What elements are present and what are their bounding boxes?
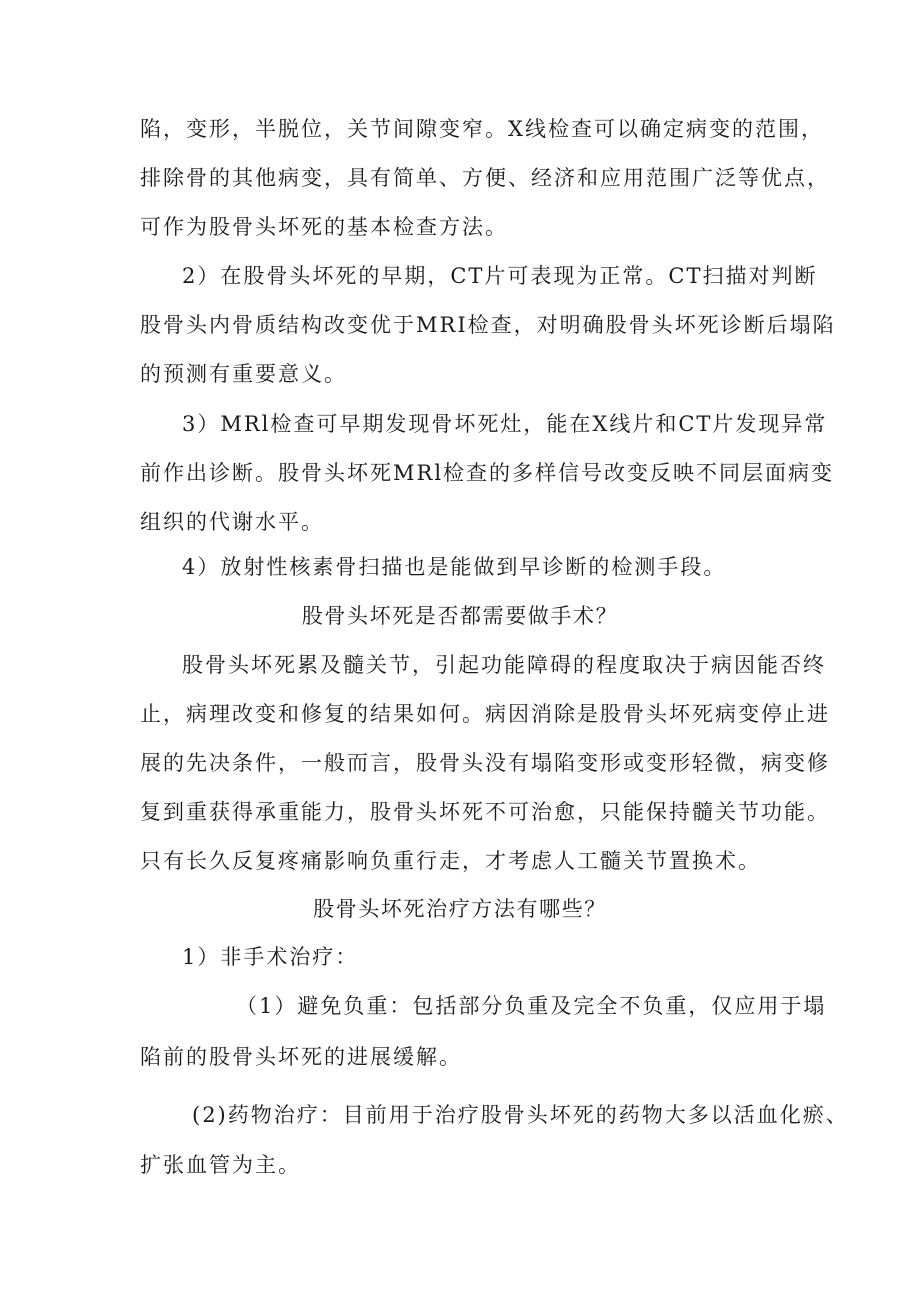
section-heading-surgery: 股骨头坏死是否都需要做手术？ [301,604,619,628]
text-line: 陷前的股骨头坏死的进展缓解。 [140,1045,462,1069]
text-line: 3）MRl检查可早期发现骨坏死灶，能在X线片和CT片发现异常 [182,412,828,436]
text-line: 组织的代谢水平。 [140,510,324,534]
text-line: 扩张血管为主。 [140,1153,301,1177]
text-line: （1）避免负重：包括部分负重及完全不负重，仅应用于塌 [236,994,827,1018]
text-line: (2)药物治疗：目前用于治疗股骨头坏死的药物大多以活血化瘀、 [192,1103,849,1127]
text-line: 复到重获得承重能力，股骨头坏死不可治愈，只能保持髓关节功能。 [140,800,830,824]
section-heading-treatment: 股骨头坏死治疗方法有哪些？ [313,897,607,921]
text-line: 可作为股骨头坏死的基本检查方法。 [140,215,508,239]
text-line: 前作出诊断。股骨头坏死MRl检查的多样信号改变反映不同层面病变 [140,461,835,485]
text-line: 的预测有重要意义。 [140,362,347,386]
text-line: 2）在股骨头坏死的早期，CT片可表现为正常。CT扫描对判断 [182,264,818,288]
text-line: 陷，变形，半脱位，关节间隙变窄。X线检查可以确定病变的范围， [140,117,824,141]
text-line: 止，病理改变和修复的结果如何。病因消除是股骨头坏死病变停止进 [140,702,830,726]
text-line: 展的先决条件，一般而言，股骨头没有塌陷变形或变形轻微，病变修 [140,751,830,775]
text-line: 股骨头坏死累及髓关节，引起功能障碍的程度取决于病因能否终 [182,653,826,677]
text-line: 排除骨的其他病变，具有简单、方便、经济和应用范围广泛等优点， [140,166,830,190]
text-line: 股骨头内骨质结构改变优于MRI检查，对明确股骨头坏死诊断后塌陷 [140,313,836,337]
text-line: 4）放射性核素骨扫描也是能做到早诊断的检测手段。 [182,555,727,579]
list-item-nonsurgical: 1）非手术治疗： [182,945,359,969]
text-line: 只有长久反复疼痛影响负重行走，才考虑人工髓关节置换术。 [140,849,761,873]
